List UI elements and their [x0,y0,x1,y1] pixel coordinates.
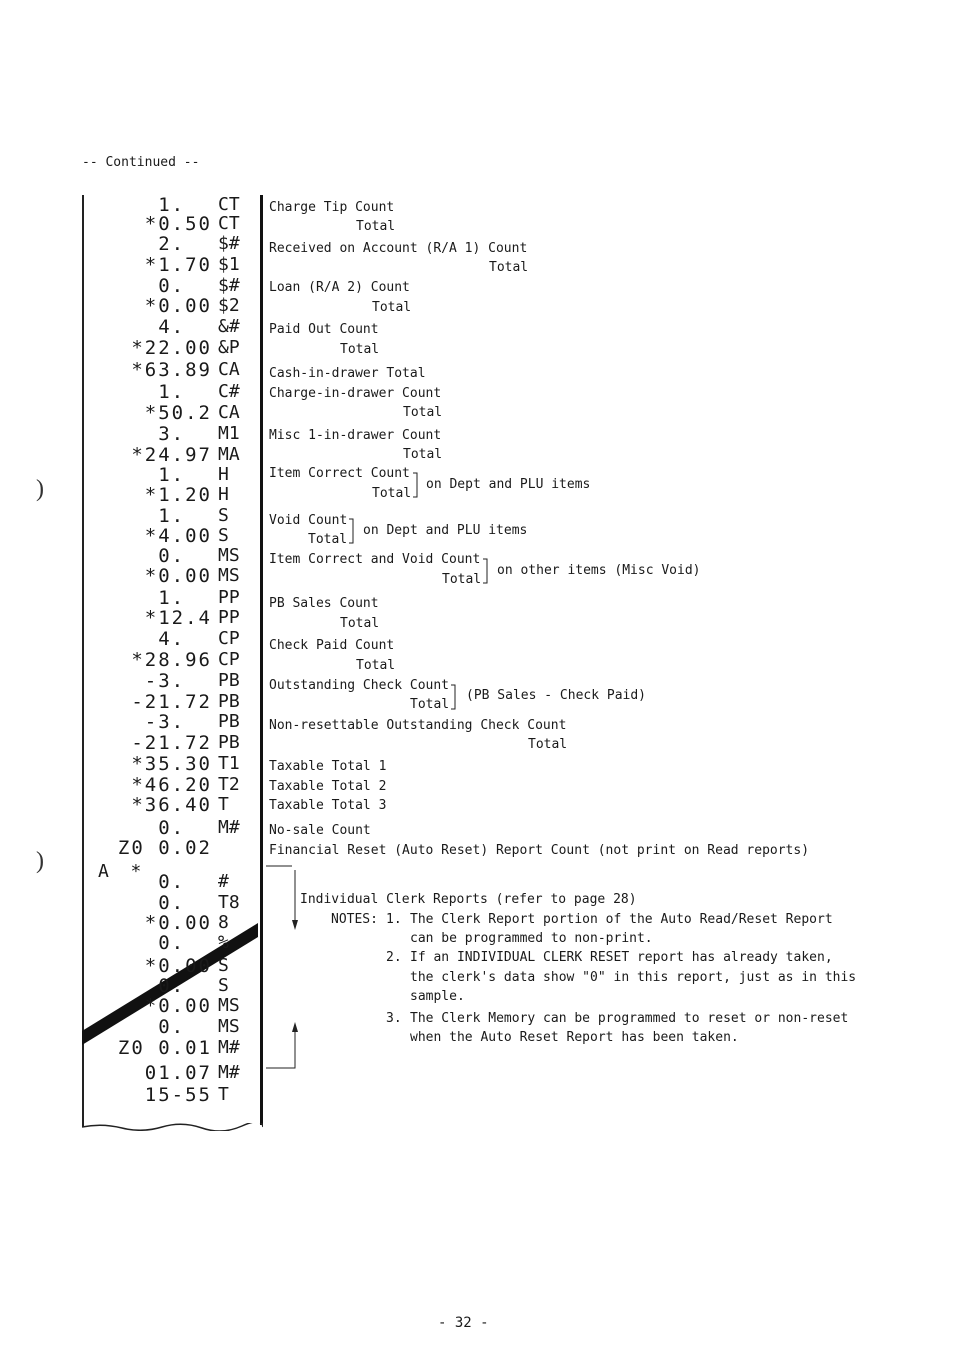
receipt-line: *46.20 [131,774,212,796]
desc-paid-out-total: Total [340,342,380,357]
receipt-symbol: C# [218,381,240,402]
receipt-symbol: S [218,525,229,546]
note-1-number: 1. [386,912,402,927]
receipt-symbol: M# [218,817,240,838]
receipt-line: *0.00 [144,295,212,317]
receipt-line: 0. [158,545,212,567]
receipt-symbol: $# [218,233,240,254]
receipt-line: 0. [158,975,212,997]
desc-clerk-reports: Individual Clerk Reports (refer to page 28) [300,892,637,907]
receipt-line: -21.72 [131,732,212,754]
receipt-symbol: &# [218,316,240,337]
desc-void-total: Total [308,532,348,547]
desc-pb-sales-total: Total [340,616,380,631]
desc-void-count: Void Count [269,513,348,528]
receipt-symbol: CP [218,649,240,670]
receipt-line: 4. [158,628,212,650]
bracket-icon [348,518,358,544]
bracket-icon [482,558,492,584]
desc-item-correct-count: Item Correct Count [269,466,410,481]
receipt-line: *0.00 [144,995,212,1017]
desc-loan-count: Loan (R/A 2) Count [269,280,410,295]
desc-ra-total: Total [489,260,529,275]
receipt-line: *35.30 [131,753,212,775]
note-3-line-1: The Clerk Memory can be programmed to reset or non-reset [410,1011,849,1026]
receipt-tape [82,195,262,1127]
note-1-line-2: can be programmed to non-print. [410,931,653,946]
receipt-line: 1. [158,587,212,609]
receipt-line: 0. [158,892,212,914]
receipt-symbol: 8 [218,912,229,933]
note-3-number: 3. [386,1011,402,1026]
desc-charge-tip-total: Total [356,219,396,234]
receipt-line: 1. [158,194,212,216]
receipt-line: *63.89 [131,359,212,381]
receipt-line: Z0 0.02 [117,837,212,859]
receipt-symbol: &P [218,337,240,358]
receipt-line: *28.96 [131,649,212,671]
desc-item-correct-total: Total [372,486,412,501]
receipt-symbol: H [218,484,229,505]
receipt-symbol: CT [218,213,240,234]
receipt-symbol: T [218,1084,229,1105]
bracket-icon [412,472,422,498]
receipt-symbol: CT [218,194,240,215]
receipt-symbol: M1 [218,423,240,444]
desc-charge-in-drawer-count: Charge-in-drawer Count [269,386,442,401]
receipt-line: *22.00 [131,337,212,359]
desc-paid-out-count: Paid Out Count [269,322,379,337]
receipt-symbol: S [218,955,229,976]
receipt-line: 0. [158,932,212,954]
receipt-line: *0.00 [144,912,212,934]
desc-nonreset-count: Non-resettable Outstanding Check Count [269,718,567,733]
receipt-symbol: MA [218,444,240,465]
receipt-symbol: T1 [218,753,240,774]
receipt-line: -3. [144,670,212,692]
note-2-number: 2. [386,950,402,965]
receipt-symbol: PP [218,607,240,628]
note-2-line-2: the clerk's data show "0" in this report, just as in this [410,970,857,985]
receipt-line: *12.4 [144,607,212,629]
receipt-symbol: % [218,932,229,953]
receipt-symbol: MS [218,545,240,566]
receipt-symbol: CA [218,359,240,380]
desc-outstanding-count: Outstanding Check Count [269,678,450,693]
desc-item-correct-note: on Dept and PLU items [426,477,591,492]
desc-loan-total: Total [372,300,412,315]
desc-charge-in-drawer-total: Total [403,405,443,420]
receipt-line: 1. [158,464,212,486]
desc-check-paid-total: Total [356,658,396,673]
receipt-symbol: $2 [218,295,240,316]
desc-nosale: No-sale Count [269,823,371,838]
receipt-line: 3. [158,423,212,445]
desc-financial-reset: Financial Reset (Auto Reset) Report Count (not print on Read reports) [269,843,810,858]
receipt-line: *4.00 [144,525,212,547]
margin-mark: ) [36,848,44,874]
receipt-symbol: H [218,464,229,485]
notes-label: NOTES: [331,912,378,927]
receipt-symbol: $# [218,275,240,296]
clerk-marker: A * [98,861,142,882]
note-2-line-1: If an INDIVIDUAL CLERK RESET report has already taken, [410,950,833,965]
receipt-symbol: PB [218,691,240,712]
desc-ra-count: Received on Account (R/A 1) Count [269,241,528,256]
desc-taxable-3: Taxable Total 3 [269,798,387,813]
receipt-symbol: PB [218,711,240,732]
receipt-line: *0.00 [144,565,212,587]
receipt-line: 15-55 [144,1084,212,1106]
desc-outstanding-note: (PB Sales - Check Paid) [466,688,647,703]
margin-mark: ) [36,476,44,502]
desc-icv-total: Total [442,572,482,587]
receipt-symbol: # [218,871,229,892]
receipt-line: 01.07 [144,1062,212,1084]
desc-icv-count: Item Correct and Void Count [269,552,481,567]
desc-taxable-2: Taxable Total 2 [269,779,387,794]
receipt-symbol: T [218,794,229,815]
receipt-symbol: MS [218,565,240,586]
receipt-line: *36.40 [131,794,212,816]
receipt-symbol: M# [218,1062,240,1083]
receipt-symbol: S [218,975,229,996]
receipt-line: -21.72 [131,691,212,713]
desc-misc-total: Total [403,447,443,462]
desc-taxable-1: Taxable Total 1 [269,759,387,774]
receipt-line: 0. [158,871,212,893]
receipt-line: 1. [158,381,212,403]
desc-nonreset-total: Total [528,737,568,752]
receipt-line: 0. [158,817,212,839]
receipt-symbol: PB [218,670,240,691]
desc-outstanding-total: Total [410,697,450,712]
note-2-line-3: sample. [410,989,465,1004]
receipt-symbol: S [218,505,229,526]
receipt-line: *1.70 [144,254,212,276]
desc-check-paid-count: Check Paid Count [269,638,395,653]
receipt-symbol: PB [218,732,240,753]
desc-cash-in-drawer: Cash-in-drawer Total [269,366,426,381]
receipt-line: *24.97 [131,444,212,466]
desc-void-note: on Dept and PLU items [363,523,528,538]
desc-pb-sales-count: PB Sales Count [269,596,379,611]
desc-charge-tip-count: Charge Tip Count [269,200,395,215]
receipt-symbol: PP [218,587,240,608]
receipt-line: 0. [158,275,212,297]
receipt-symbol: CP [218,628,240,649]
receipt-line: *0.00 [144,955,212,977]
bracket-icon [450,684,460,710]
receipt-line: 1. [158,505,212,527]
receipt-line: Z0 0.01 [117,1037,212,1059]
receipt-symbol: MS [218,995,240,1016]
receipt-symbol: CA [218,402,240,423]
receipt-symbol: T2 [218,774,240,795]
receipt-line: *1.20 [144,484,212,506]
receipt-line: *50.2 [144,402,212,424]
desc-misc-count: Misc 1-in-drawer Count [269,428,442,443]
note-3-line-2: when the Auto Reset Report has been taken. [410,1030,739,1045]
page-number: - 32 - [438,1315,489,1331]
receipt-line: 0. [158,1016,212,1038]
desc-icv-note: on other items (Misc Void) [497,563,701,578]
continued-label: -- Continued -- [82,155,200,170]
receipt-symbol: M# [218,1037,240,1058]
receipt-symbol: $1 [218,254,240,275]
receipt-line: 2. [158,233,212,255]
receipt-symbol: T8 [218,892,240,913]
receipt-line: *0.50 [144,213,212,235]
receipt-line: 4. [158,316,212,338]
note-1-line-1: The Clerk Report portion of the Auto Read/Reset Report [410,912,833,927]
receipt-symbol: MS [218,1016,240,1037]
receipt-line: -3. [144,711,212,733]
